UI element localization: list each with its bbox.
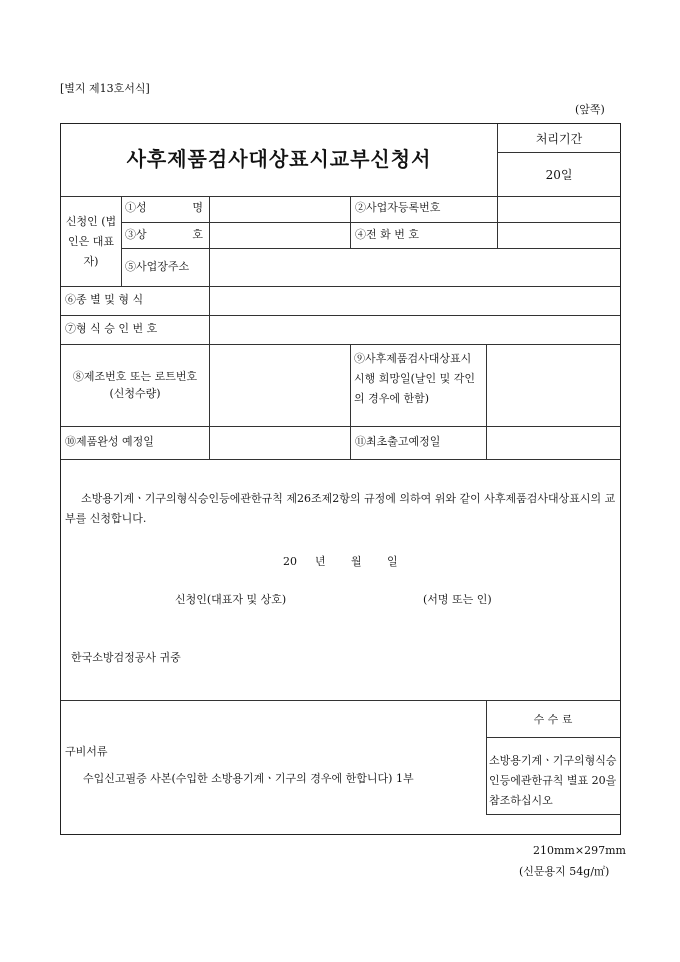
completion-date-label: ⑩제품완성 예정일 [65, 435, 154, 448]
paper-weight: (신문용지 54g/㎡) [519, 865, 610, 878]
application-form [60, 123, 621, 835]
trade-label-num: ③상 [125, 228, 147, 241]
serial-no-text: ⑧제조번호 또는 로트번호 [72, 370, 198, 383]
approval-no-label: ⑦형 식 승 인 번 호 [65, 322, 158, 335]
date-month-unit: 월 [351, 555, 362, 568]
date-year: 20 [283, 555, 297, 568]
name-label-word: 명 [192, 201, 203, 214]
form-title: 사후제품검사대상표시교부신청서 [126, 147, 432, 171]
trade-name-label [125, 227, 203, 244]
fee-label: 수 수 료 [533, 713, 573, 726]
applicant-group-label: 신청인 (법인은 대표자) [65, 215, 117, 268]
declaration-text: 소방용기계ㆍ기구의형식승인등에관한규칙 제26조제2항의 규정에 의하여 위와 같이 사후제품검사대상표시의 교부를 신청합니다. [65, 492, 616, 525]
desired-date-label: ⑨사후제품검사대상표시 시행 희망일(날인 및 각인의 경우에 한함) [354, 352, 476, 405]
serial-qty-text: (신청수량) [109, 386, 161, 400]
type-model-label: ⑥종 별 및 형 식 [65, 293, 144, 306]
biz-reg-label: ②사업자등록번호 [355, 201, 441, 214]
signer-label: 신청인(대표자 및 상호) [175, 593, 287, 606]
first-ship-label: ⑪최초출고예정일 [355, 435, 441, 448]
recipient-label: 한국소방검정공사 귀중 [71, 651, 181, 664]
address-label: ⑤사업장주소 [125, 260, 190, 273]
required-docs-item: 수입신고필증 사본(수입한 소방용기계ㆍ기구의 경우에 한합니다) 1부 [83, 772, 414, 785]
paper-size: 210mm×297mm [533, 844, 626, 857]
signature-label: (서명 또는 인) [423, 593, 492, 606]
date-year-unit: 년 [315, 555, 326, 568]
name-label [125, 200, 203, 217]
name-label-num: ①성 [125, 201, 147, 214]
serial-no-label [61, 369, 209, 402]
required-docs-label: 구비서류 [65, 745, 108, 758]
processing-period-label: 처리기간 [535, 132, 583, 146]
date-day-unit: 일 [387, 555, 398, 568]
processing-period-value: 20일 [545, 168, 573, 182]
fee-text: 소방용기계ㆍ기구의형식승인등에관한규칙 별표 20을 참조하십시오 [489, 754, 617, 807]
phone-label: ④전 화 번 호 [355, 228, 419, 241]
form-number: [별지 제13호서식] [60, 82, 150, 95]
page-side: (앞쪽) [575, 103, 605, 116]
trade-label-word: 호 [192, 228, 203, 241]
